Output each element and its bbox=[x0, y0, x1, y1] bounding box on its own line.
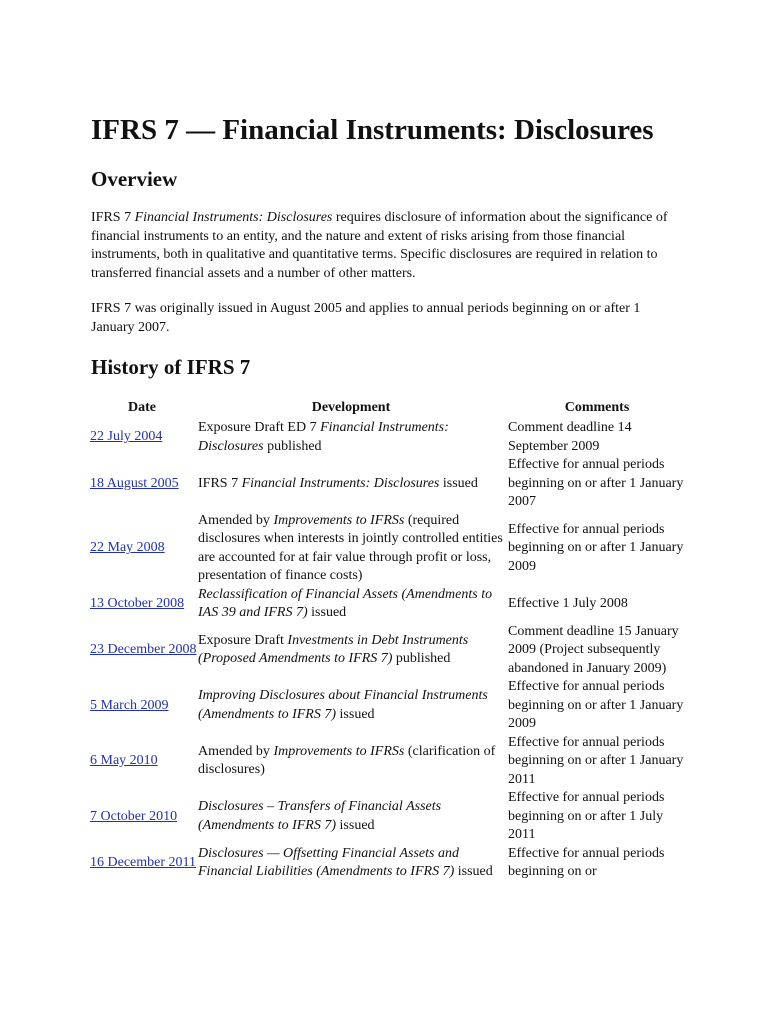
table-row bbox=[88, 586, 688, 623]
development-text-suffix: issued bbox=[336, 706, 375, 722]
date-cell bbox=[88, 623, 196, 679]
document-name-italic: Financial Instruments: Disclosures bbox=[241, 475, 440, 491]
date-cell bbox=[88, 845, 196, 882]
history-table-body bbox=[88, 419, 688, 882]
comments-cell: Effective for annual periods beginning on or after 1 January 2011 bbox=[508, 734, 684, 787]
development-cell bbox=[196, 678, 506, 734]
date-link[interactable]: 16 December 2011 bbox=[90, 854, 196, 870]
development-text-suffix: (clarification of disclosures) bbox=[198, 743, 496, 778]
overview-text-rest: requires disclosure of information about the significance of financial instruments to an entity, and the nature and extent of risks arising from those financial instruments, both in qualitative and quantitative terms. Specific disclosures are required in relation to transferred financial assets and a number of other matters. bbox=[91, 210, 668, 281]
document-name-italic: Financial Instruments: Disclosures bbox=[198, 420, 449, 454]
development-text-suffix: issued bbox=[439, 475, 478, 491]
document-name-italic: Improvements to IFRSs bbox=[273, 512, 405, 528]
development-cell bbox=[196, 734, 506, 790]
comments-cell: Effective 1 July 2008 bbox=[508, 595, 628, 611]
development-text: Amended by bbox=[198, 743, 274, 759]
date-cell bbox=[88, 512, 196, 586]
column-header-development: Development bbox=[311, 400, 391, 415]
development-cell bbox=[196, 586, 506, 623]
table-row bbox=[88, 419, 688, 456]
development-text-suffix: issued bbox=[307, 605, 347, 620]
standard-name-italic: Financial Instruments: Disclosures bbox=[134, 210, 333, 225]
development-cell bbox=[196, 623, 506, 679]
development-cell bbox=[196, 456, 506, 512]
development-cell bbox=[196, 845, 506, 882]
development-text-suffix: (required disclosures when interests in jointly controlled entities are accounted for at fair value through profit or loss, presentation of finance costs) bbox=[198, 512, 503, 583]
date-cell bbox=[88, 789, 196, 845]
date-link[interactable]: 18 August 2005 bbox=[90, 475, 179, 491]
development-text-suffix: published bbox=[263, 438, 322, 454]
overview-paragraph-2: IFRS 7 was originally issued in August 2005 and applies to annual periods beginning on or after 1 January 2007. bbox=[91, 301, 641, 335]
overview-heading: Overview bbox=[91, 167, 178, 191]
table-row bbox=[88, 845, 688, 882]
comments-cell: Effective for annual periods beginning on or after 1 January 2009 bbox=[508, 679, 684, 731]
document-name-italic: Disclosures — Offsetting Financial Assets and Financial Liabilities (Amendments to IFRS 7) bbox=[198, 845, 459, 879]
date-cell bbox=[88, 419, 196, 456]
table-row bbox=[88, 623, 688, 679]
comments-cell: Effective for annual periods beginning on or after 1 July 2011 bbox=[508, 790, 665, 842]
date-link[interactable]: 13 October 2008 bbox=[90, 595, 185, 611]
date-link[interactable]: 22 July 2004 bbox=[90, 429, 163, 445]
overview-paragraph-1 bbox=[91, 209, 681, 283]
column-header-date: Date bbox=[128, 400, 156, 415]
comments-cell: Effective for annual periods beginning on or after 1 January 2009 bbox=[508, 521, 684, 574]
document-name-italic: Reclassification of Financial Assets (Amendments to IAS 39 and IFRS 7) bbox=[198, 586, 493, 620]
table-row bbox=[88, 512, 688, 586]
column-header-comments: Comments bbox=[564, 400, 630, 415]
development-cell bbox=[196, 512, 506, 586]
comments-cell: Comment deadline 14 September 2009 bbox=[508, 420, 632, 454]
development-text: Exposure Draft bbox=[198, 632, 288, 648]
table-header-row bbox=[88, 397, 688, 419]
development-text-suffix: published bbox=[392, 651, 451, 667]
table-row bbox=[88, 789, 688, 845]
date-link[interactable]: 22 May 2008 bbox=[90, 540, 165, 556]
development-cell bbox=[196, 789, 506, 845]
date-link[interactable]: 5 March 2009 bbox=[90, 697, 169, 713]
date-cell bbox=[88, 678, 196, 734]
date-cell bbox=[88, 586, 196, 623]
document-name-italic: Improvements to IFRSs bbox=[273, 743, 405, 759]
development-cell bbox=[196, 419, 506, 456]
comments-cell: Effective for annual periods beginning on or after 1 January 2007 bbox=[508, 457, 684, 509]
date-cell bbox=[88, 456, 196, 512]
comments-cell: Effective for annual periods beginning on or bbox=[508, 845, 665, 879]
date-cell bbox=[88, 734, 196, 790]
development-text: IFRS 7 bbox=[198, 475, 242, 491]
development-text-suffix: issued bbox=[336, 817, 375, 833]
development-text-suffix: issued bbox=[454, 864, 493, 879]
date-link[interactable]: 23 December 2008 bbox=[90, 642, 197, 657]
table-row bbox=[88, 678, 688, 734]
overview-text-lead: IFRS 7 bbox=[91, 210, 135, 225]
table-row bbox=[88, 456, 688, 512]
document-name-italic: Disclosures – Transfers of Financial Assets (Amendments to IFRS 7) bbox=[198, 799, 442, 833]
date-link[interactable]: 6 May 2010 bbox=[90, 753, 158, 768]
table-row bbox=[88, 734, 688, 790]
history-table bbox=[88, 397, 688, 882]
comments-cell: Comment deadline 15 January 2009 (Project subsequently abandoned in January 2009) bbox=[508, 623, 679, 676]
page-title: IFRS 7 — Financial Instruments: Disclosures bbox=[91, 114, 654, 146]
date-link[interactable]: 7 October 2010 bbox=[90, 808, 178, 824]
development-text: Amended by bbox=[198, 512, 274, 528]
development-text: Exposure Draft ED 7 bbox=[198, 420, 321, 435]
document-name-italic: Investments in Debt Instruments (Proposed Amendments to IFRS 7) bbox=[198, 632, 469, 667]
document-name-italic: Improving Disclosures about Financial Instruments (Amendments to IFRS 7) bbox=[198, 688, 488, 722]
history-heading: History of IFRS 7 bbox=[91, 355, 251, 379]
